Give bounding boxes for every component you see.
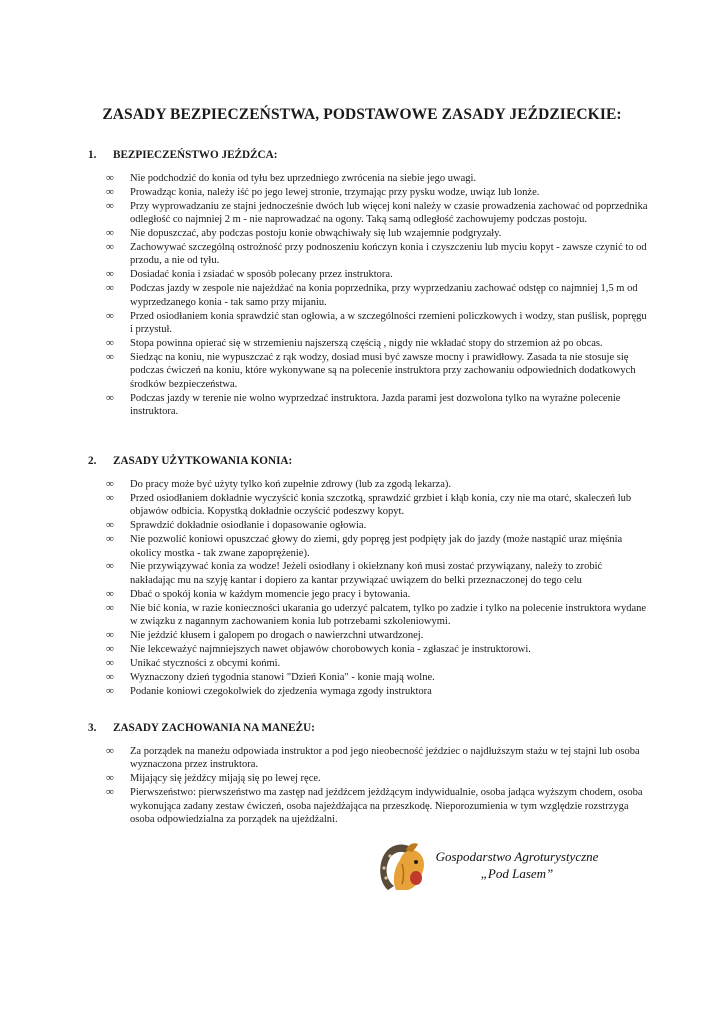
infinity-bullet-icon: ∞ [106, 185, 114, 198]
rule-text: Nie dopuszczać, aby podczas postoju konie obwąchiwały się lub wzajemnie podgryzały. [130, 228, 502, 240]
rule-item [88, 200, 648, 227]
infinity-bullet-icon: ∞ [106, 268, 114, 281]
infinity-bullet-icon: ∞ [106, 772, 114, 785]
section-number: 1. [88, 149, 97, 161]
infinity-bullet-icon: ∞ [106, 491, 114, 504]
rule-item [88, 602, 648, 629]
rule-item [88, 588, 648, 601]
rule-item [88, 268, 648, 281]
section-title: ZASADY UŻYTKOWANIA KONIA: [113, 455, 293, 467]
infinity-bullet-icon: ∞ [106, 336, 114, 349]
infinity-bullet-icon: ∞ [106, 391, 114, 404]
section-number: 2. [88, 455, 97, 467]
rule-item [88, 629, 648, 642]
rule-item [88, 282, 648, 309]
rule-list [88, 745, 648, 826]
rule-item [88, 241, 648, 268]
rule-text: Wyznaczony dzień tygodnia stanowi "Dzień Konia" - konie mają wolne. [130, 671, 435, 683]
infinity-bullet-icon: ∞ [106, 745, 114, 757]
rule-list [88, 172, 648, 418]
infinity-bullet-icon: ∞ [106, 601, 114, 614]
brand-line-2: „Pod Lasem” [480, 866, 554, 881]
infinity-bullet-icon: ∞ [106, 684, 114, 697]
rule-item [88, 671, 648, 684]
section-title: ZASADY ZACHOWANIA NA MANEŻU: [113, 722, 315, 734]
infinity-bullet-icon: ∞ [106, 350, 114, 363]
rule-item [88, 337, 648, 350]
rule-item [88, 478, 648, 491]
infinity-bullet-icon: ∞ [106, 656, 114, 669]
infinity-bullet-icon: ∞ [106, 670, 114, 683]
infinity-bullet-icon: ∞ [106, 642, 114, 655]
infinity-bullet-icon: ∞ [106, 786, 114, 799]
rule-item [88, 186, 648, 199]
rule-text: Przed osiodłaniem konia sprawdzić stan ogłowia, a w szczególności rzemieni policzkowych i wodzy, stan puślisk, popręgu i przystuł. [130, 310, 647, 335]
rule-text: Pierwszeństwo: pierwszeństwo ma zastęp nad jeźdźcem jeżdżącym indywidualnie, osoba jadąca wyższym chodem, osoba wykonująca zadany zestaw ćwiczeń, osoba najeżdżająca na przeszkodę. Nieporozumienia w tym względzie rozstrzyga osoba odpowiedzialna za porządek na ujeżdżalni. [130, 787, 643, 826]
rule-text: Nie lekceważyć najmniejszych nawet objawów chorobowych konia - zgłaszać je instruktorowi. [130, 643, 531, 655]
rule-item [88, 310, 648, 337]
rule-text: Do pracy może być użyty tylko koń zupełnie zdrowy (lub za zgodą lekarza). [130, 479, 451, 490]
infinity-bullet-icon: ∞ [106, 172, 114, 184]
rule-text: Dbać o spokój konia w każdym momencie jego pracy i bytowania. [130, 588, 411, 600]
rule-text: Sprawdzić dokładnie osiodłanie i dopasowanie ogłowia. [130, 520, 367, 532]
infinity-bullet-icon: ∞ [106, 227, 114, 240]
infinity-bullet-icon: ∞ [106, 628, 114, 641]
section-number: 3. [88, 722, 97, 734]
infinity-bullet-icon: ∞ [106, 560, 114, 573]
rule-text: Unikać styczności z obcymi końmi. [130, 657, 281, 669]
rule-text: Podczas jazdy w terenie nie wolno wyprzedzać instruktora. Jazda parami jest dozwolona tylko na wyraźne polecenie instruktora. [130, 392, 621, 417]
rule-text: Przed osiodłaniem dokładnie wyczyścić konia szczotką, sprawdzić grzbiet i kłąb konia, czy nie ma otarć, skaleczeń lub objawów odbicia. Kopystką dokładnie oczyścić podeszwy kopyt. [130, 492, 632, 518]
rule-text: Podanie koniowi czegokolwiek do zjedzenia wymaga zgody instruktora [130, 685, 432, 697]
rule-text: Nie podchodzić do konia od tyłu bez uprzedniego zwrócenia na siebie jego uwagi. [130, 173, 477, 184]
rule-item [88, 643, 648, 656]
rule-item [88, 392, 648, 419]
rule-item [88, 560, 648, 587]
section-horse-use [88, 453, 648, 699]
infinity-bullet-icon: ∞ [106, 241, 114, 254]
rule-text: Nie bić konia, w razie konieczności ukarania go uderzyć palcatem, tylko po zadzie i tylko na polecenie instruktora wydane w związku z nagannym zachowaniem konia lub potrzebami szkoleniowymi. [130, 602, 647, 628]
rule-text: Nie pozwolić koniowi opuszczać głowy do ziemi, gdy popręg jest podpięty jak do jazdy (może nastąpić uraz mięśnia okolicy mostka - tak zwane zapoprężenie). [130, 534, 623, 559]
infinity-bullet-icon: ∞ [106, 199, 114, 212]
rule-item [88, 533, 648, 560]
section-heading [88, 147, 648, 163]
rule-text: Prowadząc konia, należy iść po jego lewej stronie, trzymając przy pysku wodze, uwiąz lub lonże. [130, 186, 540, 198]
rule-item [88, 745, 648, 772]
rule-text: Siedząc na koniu, nie wypuszczać z rąk wodzy, dosiad musi być zawsze mocny i prawidłowy. Zasada ta nie stosuje się podczas ćwiczeń na koniu, które wykonywane są na polecenie instruktora przy zachowaniu odpowiednich dodatkowych środków bezpieczeństwa. [130, 351, 636, 390]
rule-item [88, 772, 648, 785]
section-rider-safety [88, 147, 648, 419]
brand-line-1: Gospodarstwo Agroturystyczne [435, 849, 599, 864]
rule-item [88, 657, 648, 670]
rule-item [88, 786, 648, 826]
rule-text: Dosiadać konia i zsiadać w sposób polecany przez instruktora. [130, 269, 393, 281]
rule-item [88, 519, 648, 532]
rule-text: Za porządek na maneżu odpowiada instruktor a pod jego nieobecność jeździec o najdłuższym stażu w tej stajni lub osoba wyznaczona przez instruktora. [130, 746, 640, 771]
section-title: BEZPIECZEŃSTWO JEŹDŹCA: [113, 149, 278, 161]
rule-text: Zachowywać szczególną ostrożność przy podnoszeniu kończyn konia i czyszczeniu lub myciu kopyt - zawsze czynić to od przodu, a nie od tyłu. [130, 242, 647, 267]
rule-item [88, 227, 648, 240]
rule-text: Nie przywiązywać konia za wodze! Jeżeli osiodłany i okiełznany koń musi zostać przywiązany, należy to zrobić nakładając mu na szyję kantar i dopiero za kantar przywiązać uwiązem do belki przeznaczonej do tego celu [130, 561, 603, 586]
section-arena-conduct [88, 720, 648, 827]
horse-horseshoe-logo-icon [372, 838, 432, 898]
rule-text: Przy wyprowadzaniu ze stajni jednocześnie dwóch lub więcej koni należy w czasie prowadzenia zachować od poprzednika odległość co najmniej 2 m - nie naprowadzać na ogony. Taką samą odległość zachowujemy podczas postoju. [130, 200, 648, 226]
rule-text: Podczas jazdy w zespole nie najeżdżać na konia poprzednika, przy wyprzedzaniu zachować odstęp co najmniej 1,5 m od wyprzedzanego konia - tak samo przy mijaniu. [130, 283, 638, 308]
infinity-bullet-icon: ∞ [106, 478, 114, 490]
infinity-bullet-icon: ∞ [106, 519, 114, 532]
brand-block [432, 848, 602, 882]
rule-list [88, 478, 648, 698]
section-heading [88, 453, 648, 469]
infinity-bullet-icon: ∞ [106, 587, 114, 600]
infinity-bullet-icon: ∞ [106, 533, 114, 546]
rule-item [88, 685, 648, 698]
rule-item [88, 351, 648, 391]
rule-item [88, 492, 648, 519]
rule-text: Mijający się jeźdźcy mijają się po lewej ręce. [130, 773, 321, 785]
section-heading [88, 720, 648, 736]
infinity-bullet-icon: ∞ [106, 282, 114, 295]
rule-text: Stopa powinna opierać się w strzemieniu najszerszą częścią , nigdy nie wkładać stopy do strzemion aż po obcas. [130, 337, 603, 349]
rule-text: Nie jeździć kłusem i galopem po drogach o nawierzchni utwardzonej. [130, 629, 424, 641]
rule-item [88, 172, 648, 185]
infinity-bullet-icon: ∞ [106, 309, 114, 322]
page-title: ZASADY BEZPIECZEŃSTWA, PODSTAWOWE ZASADY JEŹDZIECKIE: [102, 106, 622, 123]
